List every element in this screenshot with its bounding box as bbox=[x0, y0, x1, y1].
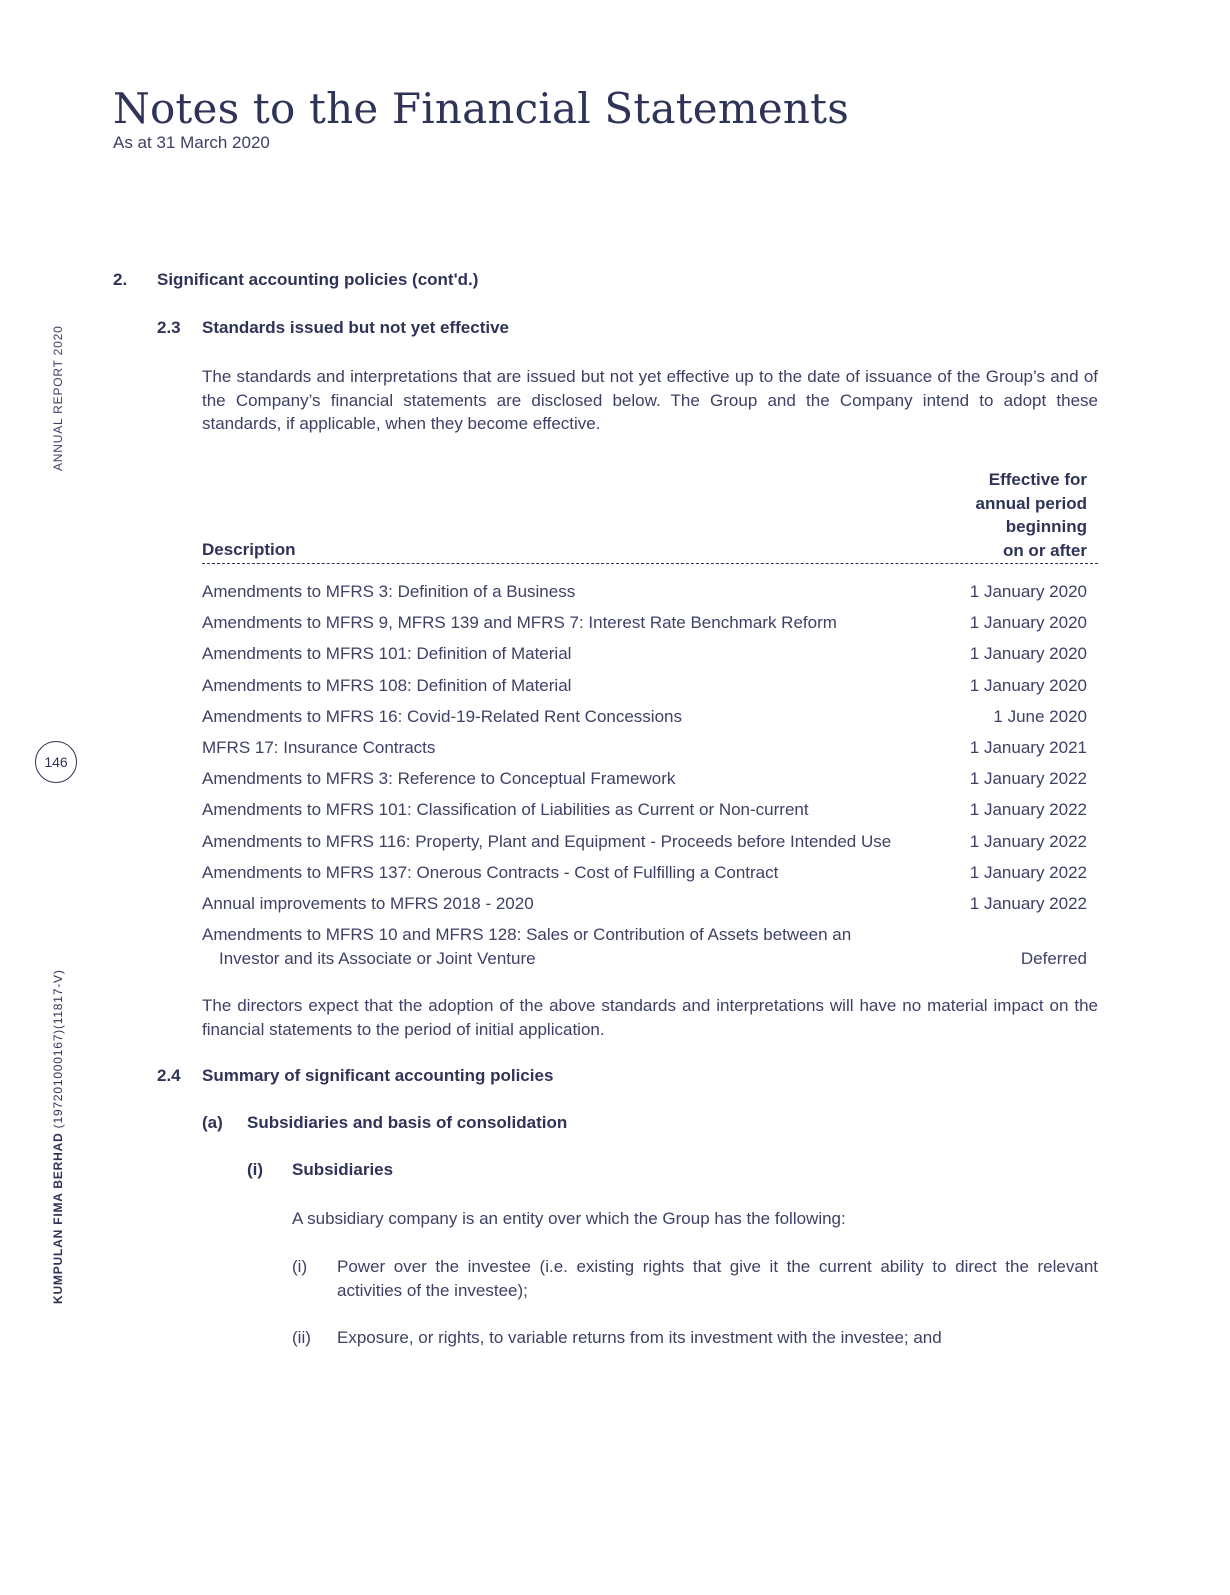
table-row bbox=[202, 767, 1087, 798]
row-effective-date: 1 January 2020 bbox=[969, 675, 1087, 695]
subsection-heading: Standards issued but not yet effective bbox=[202, 318, 510, 337]
section-number: 2. bbox=[113, 270, 128, 289]
row-description-line: Amendments to MFRS 10 and MFRS 128: Sales or Contribution of Assets between an bbox=[202, 925, 852, 945]
subsection-number: 2.3 bbox=[157, 318, 181, 337]
page-title: Notes to the Financial Statements bbox=[113, 84, 850, 133]
report-label: ANNUAL REPORT 2020 bbox=[51, 325, 65, 471]
table-row bbox=[202, 674, 1087, 705]
list-item-number: (i) bbox=[292, 1257, 308, 1276]
row-description: Annual improvements to MFRS 2018 - 2020 bbox=[202, 893, 534, 913]
row-description: Amendments to MFRS 116: Property, Plant and Equipment - Proceeds before Intended Use bbox=[202, 831, 892, 851]
description-column-header: Description bbox=[202, 540, 296, 559]
effective-column-header bbox=[900, 468, 1087, 562]
row-description: Amendments to MFRS 16: Covid-19-Related Rent Concessions bbox=[202, 706, 682, 726]
table-row bbox=[202, 892, 1087, 923]
row-effective-date: 1 January 2022 bbox=[969, 769, 1087, 789]
subitem-heading: Subsidiaries bbox=[292, 1160, 394, 1179]
row-effective-date: 1 June 2020 bbox=[993, 706, 1087, 726]
list-item-text: Power over the investee (i.e. existing rights that give it the current ability to direct the relevant activities of the investee); bbox=[337, 1257, 1098, 1300]
table-row bbox=[202, 830, 1087, 861]
effective-header-line: annual period bbox=[975, 493, 1087, 513]
subsection-number: 2.4 bbox=[157, 1066, 181, 1085]
table-row bbox=[202, 611, 1087, 642]
intro-paragraph: The standards and interpretations that are issued but not yet effective up to the date of issuance of the Group’s and of the Company’s financial statements are disclosed below. The Group and the Company intend to adopt these standards, if applicable, when they become effective. bbox=[202, 367, 1098, 433]
page-number: 146 bbox=[35, 741, 77, 783]
effective-header-line: on or after bbox=[1002, 540, 1087, 560]
table-row bbox=[202, 705, 1087, 736]
company-name: KUMPULAN FIMA BERHAD bbox=[51, 1132, 65, 1304]
subsection-heading: Summary of significant accounting policies bbox=[202, 1066, 554, 1085]
list-item-text: Exposure, or rights, to variable returns from its investment with the investee; and bbox=[337, 1328, 942, 1347]
row-description: Amendments to MFRS 9, MFRS 139 and MFRS 7: Interest Rate Benchmark Reform bbox=[202, 613, 837, 633]
row-effective-date: 1 January 2020 bbox=[969, 582, 1087, 601]
page-subtitle: As at 31 March 2020 bbox=[113, 133, 270, 152]
row-description: Amendments to MFRS 101: Definition of Material bbox=[202, 644, 572, 664]
row-effective-date: 1 January 2021 bbox=[969, 737, 1087, 757]
effective-header-line: Effective for bbox=[988, 470, 1087, 489]
subsidiary-intro: A subsidiary company is an entity over which the Group has the following: bbox=[292, 1209, 846, 1228]
row-effective-date: 1 January 2022 bbox=[969, 800, 1087, 820]
item-number: (a) bbox=[202, 1113, 223, 1132]
row-effective-date: 1 January 2022 bbox=[969, 831, 1087, 851]
section-heading: Significant accounting policies (cont'd.) bbox=[157, 270, 479, 289]
row-description: Amendments to MFRS 3: Definition of a Business bbox=[202, 582, 576, 601]
table-row bbox=[202, 798, 1087, 829]
company-registration: (197201000167)(11817-V) bbox=[51, 969, 65, 1133]
item-heading: Subsidiaries and basis of consolidation bbox=[247, 1113, 568, 1132]
row-effective-date: 1 January 2020 bbox=[969, 613, 1087, 633]
subitem-number: (i) bbox=[247, 1160, 264, 1179]
row-description bbox=[202, 923, 851, 970]
row-description: Amendments to MFRS 137: Onerous Contracts - Cost of Fulfilling a Contract bbox=[202, 862, 779, 882]
row-description: MFRS 17: Insurance Contracts bbox=[202, 737, 436, 757]
table-row bbox=[202, 861, 1087, 892]
standards-table bbox=[202, 580, 1087, 970]
header-divider bbox=[202, 563, 1098, 564]
closing-paragraph: The directors expect that the adoption of the above standards and interpretations will have no material impact on the financial statements to the period of initial application. bbox=[202, 996, 1098, 1039]
table-row bbox=[202, 736, 1087, 767]
row-description: Amendments to MFRS 3: Reference to Conceptual Framework bbox=[202, 769, 676, 789]
list-item-number: (ii) bbox=[292, 1328, 311, 1347]
effective-header-line: beginning bbox=[1005, 517, 1087, 536]
row-effective-date: Deferred bbox=[1020, 948, 1087, 968]
row-effective-date: 1 January 2020 bbox=[969, 644, 1087, 664]
row-effective-date: 1 January 2022 bbox=[969, 893, 1087, 913]
table-row bbox=[202, 923, 1087, 970]
company-label bbox=[51, 969, 65, 1304]
row-description: Amendments to MFRS 108: Definition of Material bbox=[202, 675, 572, 695]
table-row bbox=[202, 642, 1087, 673]
row-effective-date: 1 January 2022 bbox=[969, 862, 1087, 882]
table-row bbox=[202, 580, 1087, 611]
row-description: Amendments to MFRS 101: Classification of Liabilities as Current or Non-current bbox=[202, 800, 809, 820]
row-description-line: Investor and its Associate or Joint Venture bbox=[219, 948, 536, 968]
